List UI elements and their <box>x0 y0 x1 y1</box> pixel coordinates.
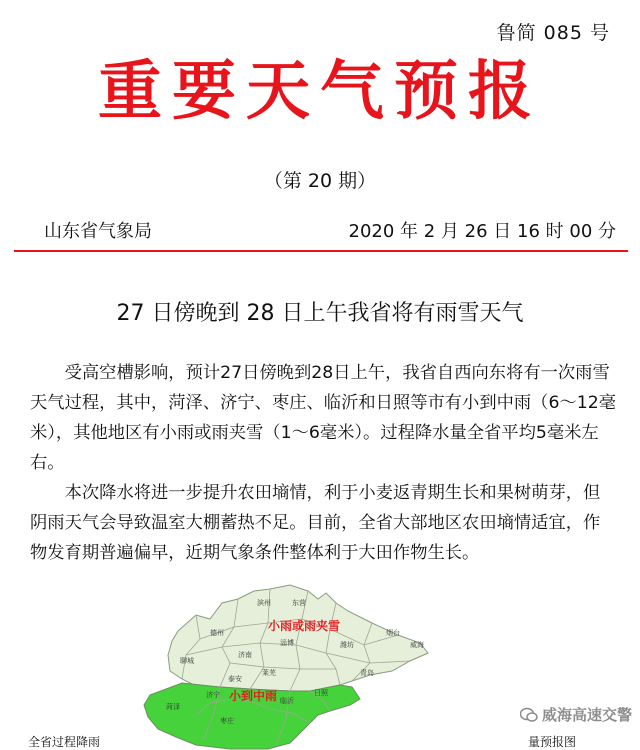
red-divider <box>14 250 628 252</box>
city-label: 威海 <box>410 641 424 649</box>
paragraph-1: 受高空槽影响，预计27日傍晚到28日上午，我省自西向东将有一次雨雪天气过程，其中，菏泽、济宁、枣庄、临沂和日照等市有小到中雨（6～12毫米），其他地区有小雨或雨夹雪（1～6毫米）。过程降水量全省平均5毫米左右。 <box>30 363 616 473</box>
body-text <box>30 358 616 568</box>
watermark <box>520 704 632 725</box>
city-label: 泰安 <box>228 675 242 683</box>
city-label: 莱芜 <box>262 669 276 677</box>
info-row <box>44 217 616 245</box>
city-label: 青岛 <box>360 669 374 677</box>
main-title: 重要天气预报 <box>98 55 542 129</box>
zone-north-label: 小雨或雨夹雪 <box>268 619 341 633</box>
city-label: 德州 <box>210 629 224 637</box>
headline: 27 日傍晚到 28 日上午我省将有雨雪天气 <box>116 301 524 326</box>
wechat-icon <box>520 707 538 723</box>
city-label: 枣庄 <box>220 717 234 725</box>
map-caption-right: 量预报图 <box>528 735 577 749</box>
issue-number: （第 20 期） <box>263 170 377 192</box>
city-label: 滨州 <box>257 599 271 607</box>
zone-south-label: 小到中雨 <box>229 689 278 703</box>
issuer: 山东省气象局 <box>44 221 152 242</box>
doc-number: 鲁简 085 号 <box>496 22 610 44</box>
city-label: 菏泽 <box>166 703 180 711</box>
city-label: 潍坊 <box>340 641 354 649</box>
city-label: 聊城 <box>180 657 194 665</box>
city-label: 烟台 <box>386 629 400 637</box>
city-label: 临沂 <box>280 697 294 705</box>
issue-date: 2020 年 2 月 26 日 16 时 00 分 <box>348 221 616 242</box>
paragraph-2: 本次降水将进一步提升农田墒情，利于小麦返青期生长和果树萌芽，但阴雨天气会导致温室大棚蓄热不足。目前，全省大部地区农田墒情适宜，作物发育期普遍偏早，近期气象条件整体利于大田作物生长。 <box>30 483 601 563</box>
city-label: 东营 <box>292 599 306 607</box>
city-label: 济宁 <box>206 691 220 699</box>
watermark-text: 威海高速交警 <box>542 706 633 724</box>
city-label: 日照 <box>314 689 328 697</box>
map-caption-left: 全省过程降雨 <box>28 735 101 749</box>
city-label: 济南 <box>238 651 252 659</box>
city-label: 淄博 <box>280 639 294 647</box>
